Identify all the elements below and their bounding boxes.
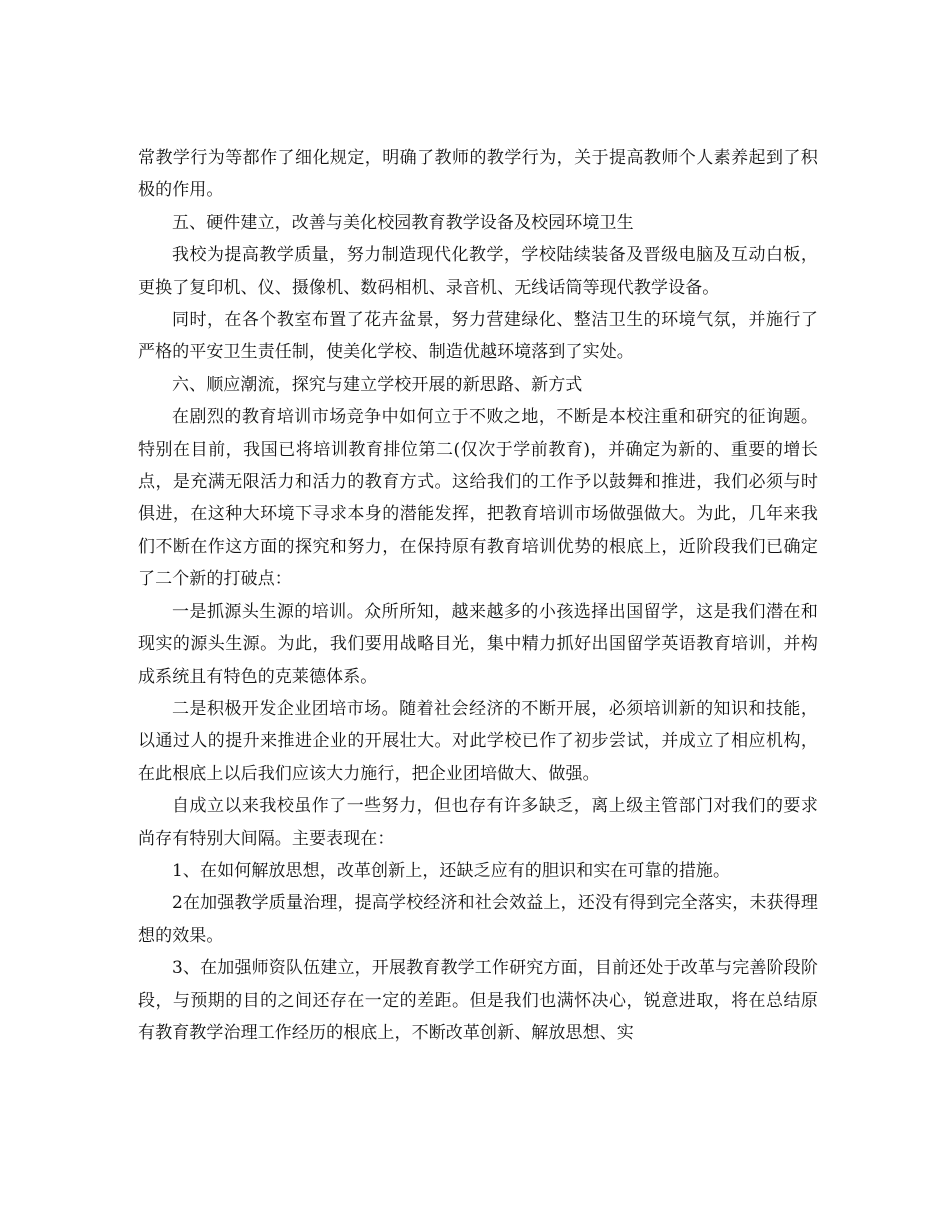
paragraph: 同时，在各个教室布置了花卉盆景，努力营建绿化、整洁卫生的环境气氛，并施行了严格的平安卫生责任制，使美化学校、制造优越环境落到了实处。 [138, 310, 818, 363]
section-heading-5: 五、硬件建立，改善与美化校园教育教学设备及校园环境卫生 [172, 212, 634, 233]
paragraph-continuation: 常教学行为等都作了细化规定，明确了教师的教学行为，关于提高教师个人素养起到了积极的作用。 [138, 148, 818, 201]
list-item-3: 3、在加强师资队伍建立，开展教育教学工作研究方面，目前还处于改革与完善阶段阶段，与预期的目的之间还存在一定的差距。但是我们也满怀决心，锐意进取，将在总结原有教育教学治理工作经历的根底上，不断改革创新、解放思想、实 [138, 958, 818, 1043]
document-body [138, 142, 818, 1049]
list-item-2: 2在加强教学质量治理，提高学校经济和社会效益上，还没有得到完全落实，未获得理想的效果。 [138, 893, 818, 946]
paragraph: 在剧烈的教育培训市场竞争中如何立于不败之地，不断是本校注重和研究的征询题。特别在目前，我国已将培训教育排位第二(仅次于学前教育)，并确定为新的、重要的增长点，是充满无限活力和活力的教育方式。这给我们的工作予以鼓舞和推进，我们必须与时俱进，在这种大环境下寻求本身的潜能发挥，把教育培训市场做强做大。为此，几年来我们不断在作这方面的探究和努力，在保持原有教育培训优势的根底上，近阶段我们已确定了二个新的打破点： [138, 407, 818, 590]
paragraph: 一是抓源头生源的培训。众所所知，越来越多的小孩选择出国留学，这是我们潜在和现实的源头生源。为此，我们要用战略目光，集中精力抓好出国留学英语教育培训，并构成系统且有特色的克莱德体系。 [138, 601, 818, 687]
paragraph: 二是积极开发企业团培市场。随着社会经济的不断开展，必须培训新的知识和技能，以通过人的提升来推进企业的开展壮大。对此学校已作了初步尝试，并成立了相应机构，在此根底上以后我们应该大力施行，把企业团培做大、做强。 [138, 698, 818, 784]
section-heading-6: 六、顺应潮流，探究与建立学校开展的新思路、新方式 [172, 374, 583, 395]
paragraph: 自成立以来我校虽作了一些努力，但也存有许多缺乏，离上级主管部门对我们的要求尚存有特别大间隔。主要表现在： [138, 796, 818, 849]
paragraph: 我校为提高教学质量，努力制造现代化教学，学校陆续装备及晋级电脑及互动白板，更换了复印机、仪、摄像机、数码相机、录音机、无线话筒等现代教学设备。 [138, 245, 818, 298]
list-item-1: 1、在如何解放思想，改革创新上，还缺乏应有的胆识和实在可靠的措施。 [172, 860, 731, 881]
